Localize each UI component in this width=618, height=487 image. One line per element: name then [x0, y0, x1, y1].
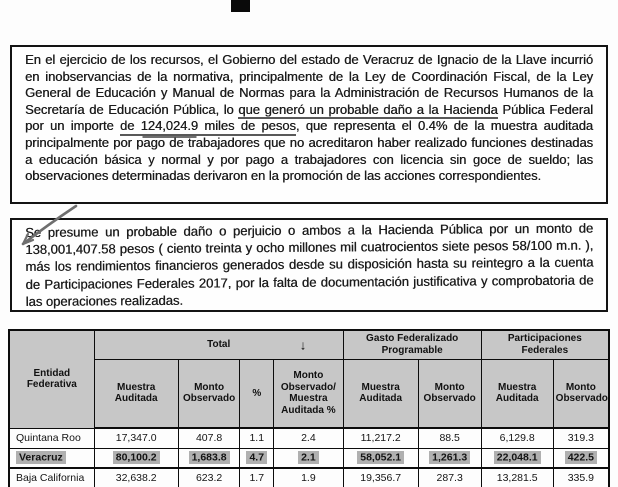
- paragraph-segment: En el ejercicio de los recursos, el Gobierno del estado de Veracruz de Ignacio de la Llave incurrió en inobservancias de la normativa, principalmente de la Ley de Coordinación Fiscal, de la Ley General de Educación y Manual de Normas para la Administración de Recursos Humanos de la Secretaría de Educación Pública, lo: [25, 52, 593, 117]
- value-cell: 319.3: [553, 428, 609, 448]
- column-header: Monto Observado: [553, 359, 609, 428]
- value-cell: 287.3: [418, 468, 481, 487]
- paragraph-segment: , que representa el 0.4% de la muestra auditada principalmente por pago de trabajadores que no acreditaron haber realizado funciones destinadas a educación básica y normal y por pago a trabajadores con licencia sin goce de sueldo; las observaciones determinadas derivaron en la promoción de las acciones correspondientes.: [25, 118, 593, 184]
- table-group-header-row: [9, 330, 609, 359]
- pf-group-header: Participaciones Federales: [481, 330, 609, 359]
- column-header: Monto Observado: [418, 359, 481, 428]
- value-cell: 6,129.8: [481, 428, 553, 448]
- value-cell: 2.1: [274, 448, 344, 468]
- value-cell: 1,261.3: [418, 448, 481, 468]
- finding-paragraph-1: [25, 52, 593, 185]
- gfp-group-header: Gasto Federalizado Programable: [343, 330, 481, 359]
- finding-paragraph-2: Se presume un probable daño o perjuicio o ambos a la Hacienda Pública por un monto de 138,001,407.58 pesos ( ciento treinta y ocho millones mil cuatrocientos siete pesos 58/100 m.n. ), más los rendimientos financieros generados desde su disposición hasta su reintegro a la cuenta de Participaciones Federales 2017, por la falta de documentación justificativa y comprobatoria de las operaciones realizadas.: [25, 220, 594, 309]
- table-subheader-row: [9, 359, 609, 428]
- value-cell: 407.8: [178, 428, 240, 448]
- value-cell: 22,048.1: [481, 448, 553, 468]
- column-header: Monto Observado: [178, 359, 240, 428]
- value-cell: 422.5: [553, 448, 609, 468]
- total-group-label: Total: [207, 339, 231, 350]
- value-cell: 623.2: [178, 468, 240, 487]
- value-cell: 32,638.2: [94, 468, 178, 487]
- redaction-mark: [231, 0, 250, 12]
- value-cell: 2.4: [274, 428, 344, 448]
- value-cell: 1.7: [240, 468, 274, 487]
- value-cell: 17,347.0: [94, 428, 178, 448]
- pencil-underlined-phrase: miles de pesos: [198, 118, 296, 136]
- column-header: %: [240, 359, 274, 428]
- total-group-header: [94, 330, 343, 359]
- value-cell: 13,281.5: [481, 468, 553, 487]
- value-cell: 80,100.2: [94, 448, 178, 468]
- underlined-amount: 124,024.9: [141, 118, 198, 136]
- value-cell: 1.9: [274, 468, 344, 487]
- value-cell: 88.5: [418, 428, 481, 448]
- down-arrow-icon: ↓: [299, 337, 307, 352]
- entity-name-cell: Baja California: [9, 468, 94, 487]
- value-cell: 1.1: [240, 428, 274, 448]
- table-row-quintana-roo: [9, 428, 609, 448]
- entity-column-header: Entidad Federativa: [9, 330, 94, 428]
- column-header: Monto Observado/ Muestra Auditada %: [274, 359, 344, 428]
- finding-box-2: [10, 218, 608, 312]
- entity-name-cell: Veracruz: [9, 448, 94, 468]
- value-cell: 1,683.8: [178, 448, 240, 468]
- column-header: Muestra Auditada: [343, 359, 418, 428]
- table-row-baja-california: [9, 468, 609, 487]
- finding-box-1: [10, 45, 608, 204]
- pencil-underlined-phrase: que generó un probable daño a la Hacienda: [238, 102, 497, 120]
- entity-name-cell: Quintana Roo: [9, 428, 94, 448]
- value-cell: 19,356.7: [343, 468, 418, 487]
- column-header: Muestra Auditada: [94, 359, 178, 428]
- table-row-veracruz-highlighted: [9, 448, 609, 468]
- value-cell: 335.9: [553, 468, 609, 487]
- column-header: Muestra Auditada: [481, 359, 553, 428]
- pencil-underlined-phrase: de: [120, 118, 141, 136]
- value-cell: 58,052.1: [343, 448, 418, 468]
- value-cell: 4.7: [240, 448, 274, 468]
- paragraph-segment: Pública Federal por un importe: [25, 101, 593, 134]
- value-cell: 11,217.2: [343, 428, 418, 448]
- audit-table: [8, 329, 610, 487]
